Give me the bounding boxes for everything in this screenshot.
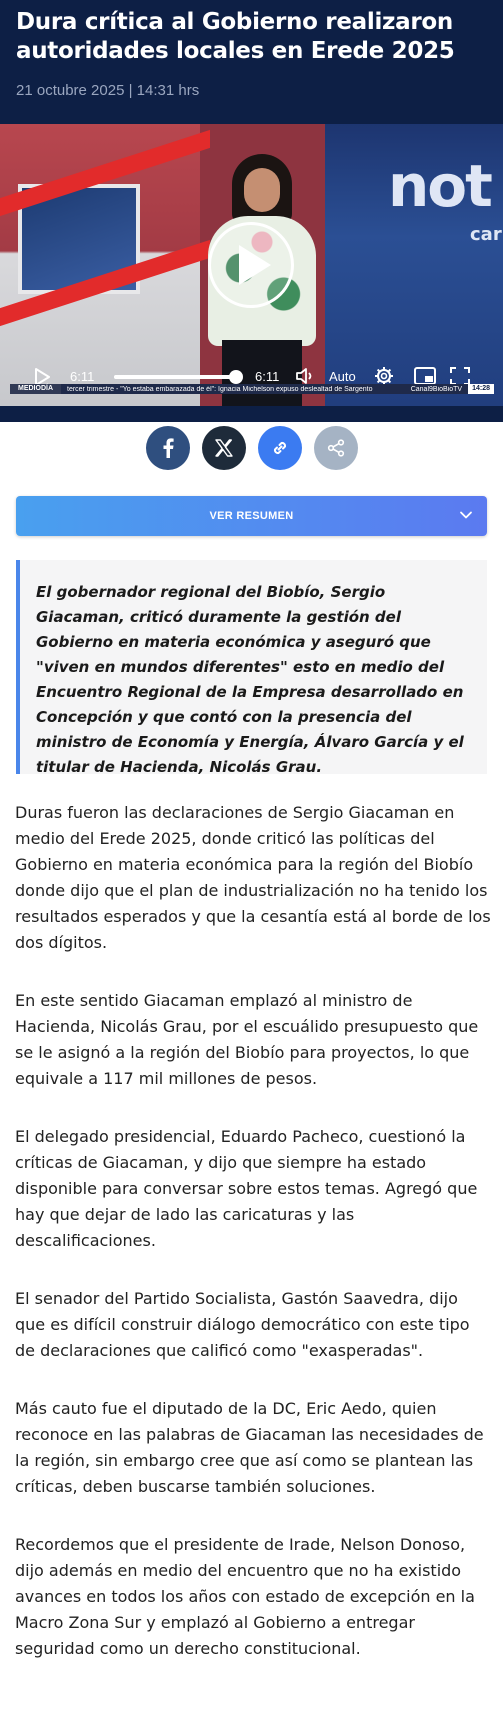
fullscreen-icon[interactable]: [450, 367, 470, 385]
ticker-text: tercer trimestre - "Yo estaba embarazada de él": Ignacia Michelson expuso deslealtad de Sargento: [67, 385, 373, 393]
presenter-face: [244, 168, 280, 212]
summary-toggle-label: VER RESUMEN: [209, 510, 294, 522]
share-buttons: [0, 426, 503, 472]
channel-brand-sub: car: [470, 224, 502, 245]
ticker-clock: 14:28: [468, 384, 494, 394]
article-lead: [16, 560, 487, 774]
video-progress-fill: [114, 375, 236, 379]
lead-text: El gobernador regional del Biobío, Sergio Giacaman, criticó duramente la gestión del Gobierno en materia económica y aseguró que "viven en mundos diferentes" esto en medio del Encuentro Regional de la Empresa desarrollado en Concepción y que contó con la presencia del ministro de Economía y Energía, Álvaro García y el titular de Hacienda, Nicolás Grau.: [36, 583, 464, 776]
quality-selector[interactable]: Auto: [329, 369, 356, 384]
ticker-program-tag: MEDIODÍA: [10, 384, 61, 394]
article-paragraph: El delegado presidencial, Eduardo Pacheco, cuestionó la críticas de Giacaman, y dijo que siempre ha estado disponible para conversar sobre estos temas. Agregó que hay que dejar de lado las caricaturas y las descalificaciones.: [15, 1127, 478, 1250]
article-paragraph: Recordemos que el presidente de Irade, Nelson Donoso, dijo además en medio del encuentro que no ha existido avances en todos los años con estado de excepción en la Macro Zona Sur y emplazó al Gobierno a entregar seguridad como un derecho constitucional.: [15, 1535, 475, 1658]
chevron-down-icon: [459, 508, 473, 522]
summary-toggle-button[interactable]: [16, 496, 487, 536]
share-button[interactable]: [314, 426, 358, 470]
picture-in-picture-icon[interactable]: [414, 367, 436, 385]
news-ticker: [10, 384, 494, 394]
play-overlay-button[interactable]: [208, 222, 294, 308]
play-icon: [239, 245, 271, 285]
article-paragraph: El senador del Partido Socialista, Gastón Saavedra, dijo que es difícil construir diálogo democrático con este tipo de declaraciones que calificó como "exasperadas".: [15, 1289, 470, 1360]
facebook-share-button[interactable]: [146, 426, 190, 470]
article-paragraph: Duras fueron las declaraciones de Sergio Giacaman en medio del Erede 2025, donde criticó las políticas del Gobierno en materia económica para la región del Biobío donde dijo que el plan de industrialización no ha tenido los resultados esperados y que la cesantía está al borde de los dos dígitos.: [15, 803, 491, 952]
video-progress-bar[interactable]: [114, 375, 236, 379]
facebook-icon: [162, 438, 174, 458]
article-paragraph: En este sentido Giacaman emplazó al ministro de Hacienda, Nicolás Grau, por el escuálido presupuesto que se le asignó a la región del Biobío para proyectos, lo que equivale a 117 mil millones de pesos.: [15, 991, 479, 1088]
link-icon: [271, 439, 289, 457]
share-icon: [327, 439, 345, 457]
article-headline: Dura crítica al Gobierno realizaron autoridades locales en Erede 2025: [16, 9, 455, 64]
video-progress-handle[interactable]: [229, 370, 243, 384]
volume-icon[interactable]: [295, 367, 315, 385]
gear-icon[interactable]: [374, 366, 394, 386]
x-share-button[interactable]: [202, 426, 246, 470]
article-paragraph: Más cauto fue el diputado de la DC, Eric Aedo, quien reconoce en las palabras de Giacaman las necesidades de la región, sin embargo cree que así como se plantean las críticas, deben buscarse también soluciones.: [15, 1399, 484, 1496]
copy-link-button[interactable]: [258, 426, 302, 470]
article-dateline: 21 octubre 2025 | 14:31 hrs: [16, 82, 200, 99]
video-current-time: 6:11: [70, 369, 95, 384]
article-header: [0, 0, 503, 124]
video-total-time: 6:11: [255, 369, 280, 384]
ticker-channel: Canal9BioBioTV: [410, 385, 463, 393]
x-icon: [215, 439, 233, 457]
article-body: [15, 800, 491, 1694]
channel-brand: not: [388, 152, 491, 220]
